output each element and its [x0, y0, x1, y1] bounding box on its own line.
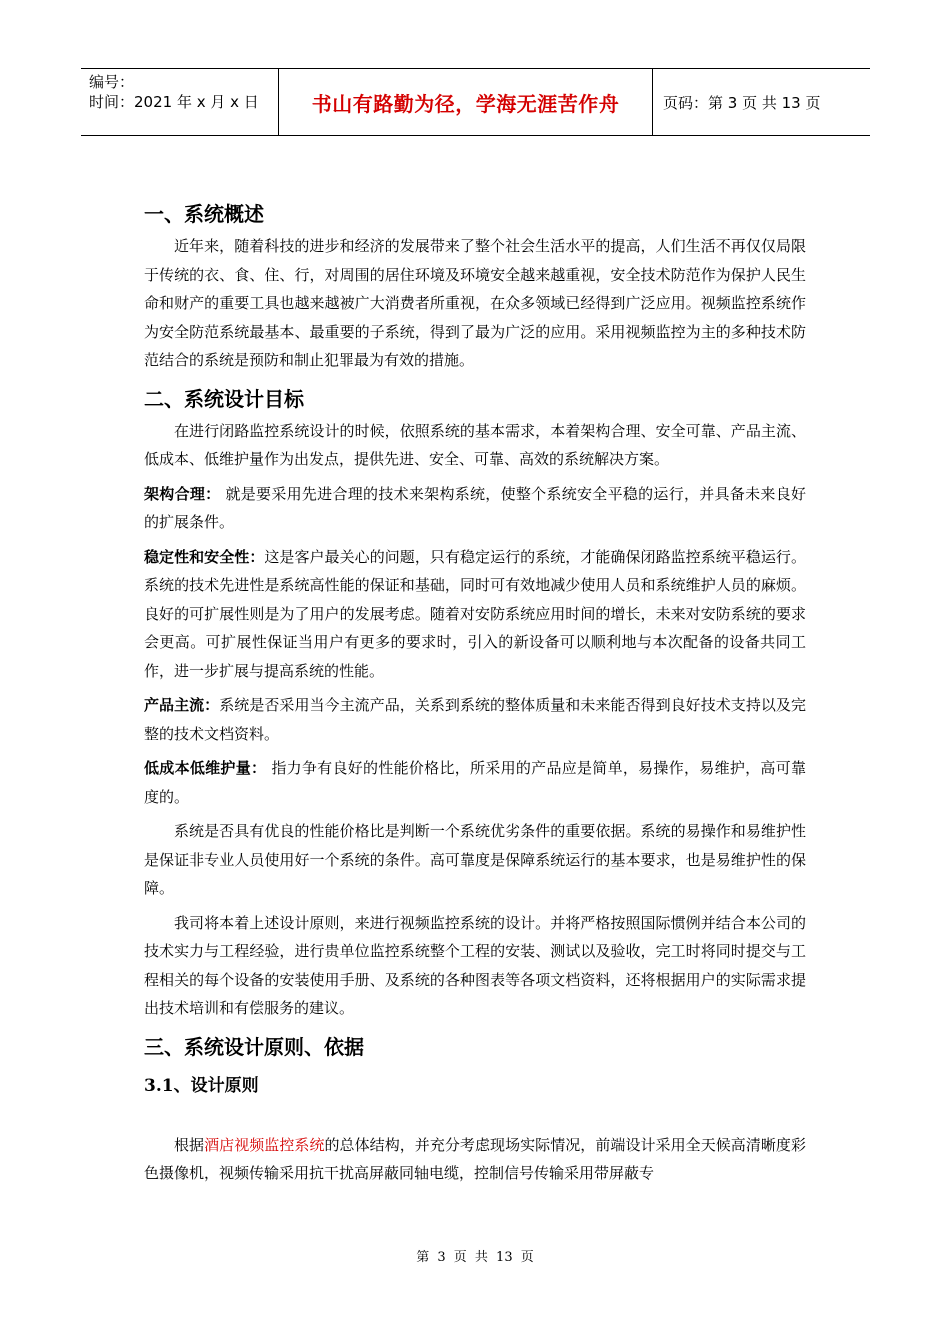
section-heading: 一、系统概述	[144, 202, 264, 226]
header-page-cell	[653, 69, 870, 135]
document-body	[144, 196, 806, 1188]
design-goal-term: 产品主流：	[144, 696, 220, 714]
subsection-heading: 3.1、设计原则	[144, 1075, 259, 1096]
paragraph: 在进行闭路监控系统设计的时候，依照系统的基本需求，本着架构合理、安全可靠、产品主流、低成本、低维护量作为出发点，提供先进、安全、可靠、高效的系统解决方案。	[144, 421, 806, 468]
design-goal-term: 低成本低维护量：	[144, 759, 267, 777]
header-meta	[81, 69, 279, 135]
header-motto: 书山有路勤为径，学海无涯苦作舟	[311, 91, 620, 116]
paragraph: 系统是否具有优良的性能价格比是判断一个系统优劣条件的重要依据。系统的易操作和易维护性是保证非专业人员使用好一个系统的条件。高可靠度是保障系统运行的基本要求，也是易维护性的保障。	[144, 822, 806, 897]
section-heading: 三、系统设计原则、依据	[144, 1034, 364, 1059]
paragraph	[144, 1131, 806, 1188]
design-goal-text: 系统是否采用当今主流产品，关系到系统的整体质量和未来能否得到良好技术支持以及完整的技术文档资料。	[144, 696, 806, 743]
design-goal-text: 这是客户最关心的问题，只有稳定运行的系统，才能确保闭路监控系统平稳运行。系统的技术先进性是系统高性能的保证和基础，同时可有效地减少使用人员和系统维护人员的麻烦。良好的可扩展性则是为了用户的发展考虑。随着对安防系统应用时间的增长，未来对安防系统的要求会更高。可扩展性保证当用户有更多的要求时，引入的新设备可以顺利地与本次配备的设备共同工作，进一步扩展与提高系统的性能。	[144, 547, 806, 680]
header-page-label: 页码：第 3 页 共 13 页	[663, 93, 821, 112]
design-goal-item	[144, 543, 806, 686]
highlighted-term: 酒店视频监控系统	[204, 1135, 325, 1154]
design-goal-term: 架构合理：	[144, 484, 221, 503]
header-motto-cell	[279, 69, 653, 135]
page-header	[81, 68, 870, 136]
header-date-label: 时间：2021 年 x 月 x 日	[89, 93, 259, 111]
paragraph: 我司将本着上述设计原则，来进行视频监控系统的设计。并将严格按照国际惯例并结合本公司的技术实力与工程经验，进行贵单位监控系统整个工程的安装、测试以及验收，完工时将同时提交与工程相关的每个设备的安装使用手册、及系统的各种图表等各项文档资料，还将根据用户的实际需求提出技术培训和有偿服务的建议。	[144, 913, 806, 1017]
section-heading: 二、系统设计目标	[144, 386, 304, 411]
design-goal-text: 就是要采用先进合理的技术来架构系统，使整个系统安全平稳的运行，并具备未来良好的扩展条件。	[144, 484, 806, 531]
paragraph-prefix: 根据	[174, 1135, 205, 1154]
page-footer: 第 3 页 共 13 页	[416, 1250, 534, 1265]
design-goal-item	[144, 754, 806, 811]
design-goal-term: 稳定性和安全性：	[144, 547, 265, 566]
paragraph: 近年来，随着科技的进步和经济的发展带来了整个社会生活水平的提高，人们生活不再仅仅局限于传统的衣、食、住、行，对周围的居住环境及环境安全越来越重视，安全技术防范作为保护人民生命和财产的重要工具也越来越被广大消费者所重视，在众多领域已经得到广泛应用。视频监控系统作为安全防范系统最基本、最重要的子系统，得到了最为广泛的应用。采用视频监控为主的多种技术防范结合的系统是预防和制止犯罪最为有效的措施。	[144, 237, 806, 369]
header-number-label: 编号：	[89, 73, 135, 91]
paragraph-rest: 的总体结构，并充分考虑现场实际情况，前端设计采用全天候高清晰度彩色摄像机，视频传输采用抗干扰高屏蔽同轴电缆，控制信号传输采用带屏蔽专	[144, 1135, 806, 1182]
design-goal-item	[144, 691, 806, 748]
design-goal-item	[144, 480, 806, 537]
design-goal-text: 指力争有良好的性能价格比，所采用的产品应是简单，易操作，易维护，高可靠度的。	[144, 759, 806, 806]
